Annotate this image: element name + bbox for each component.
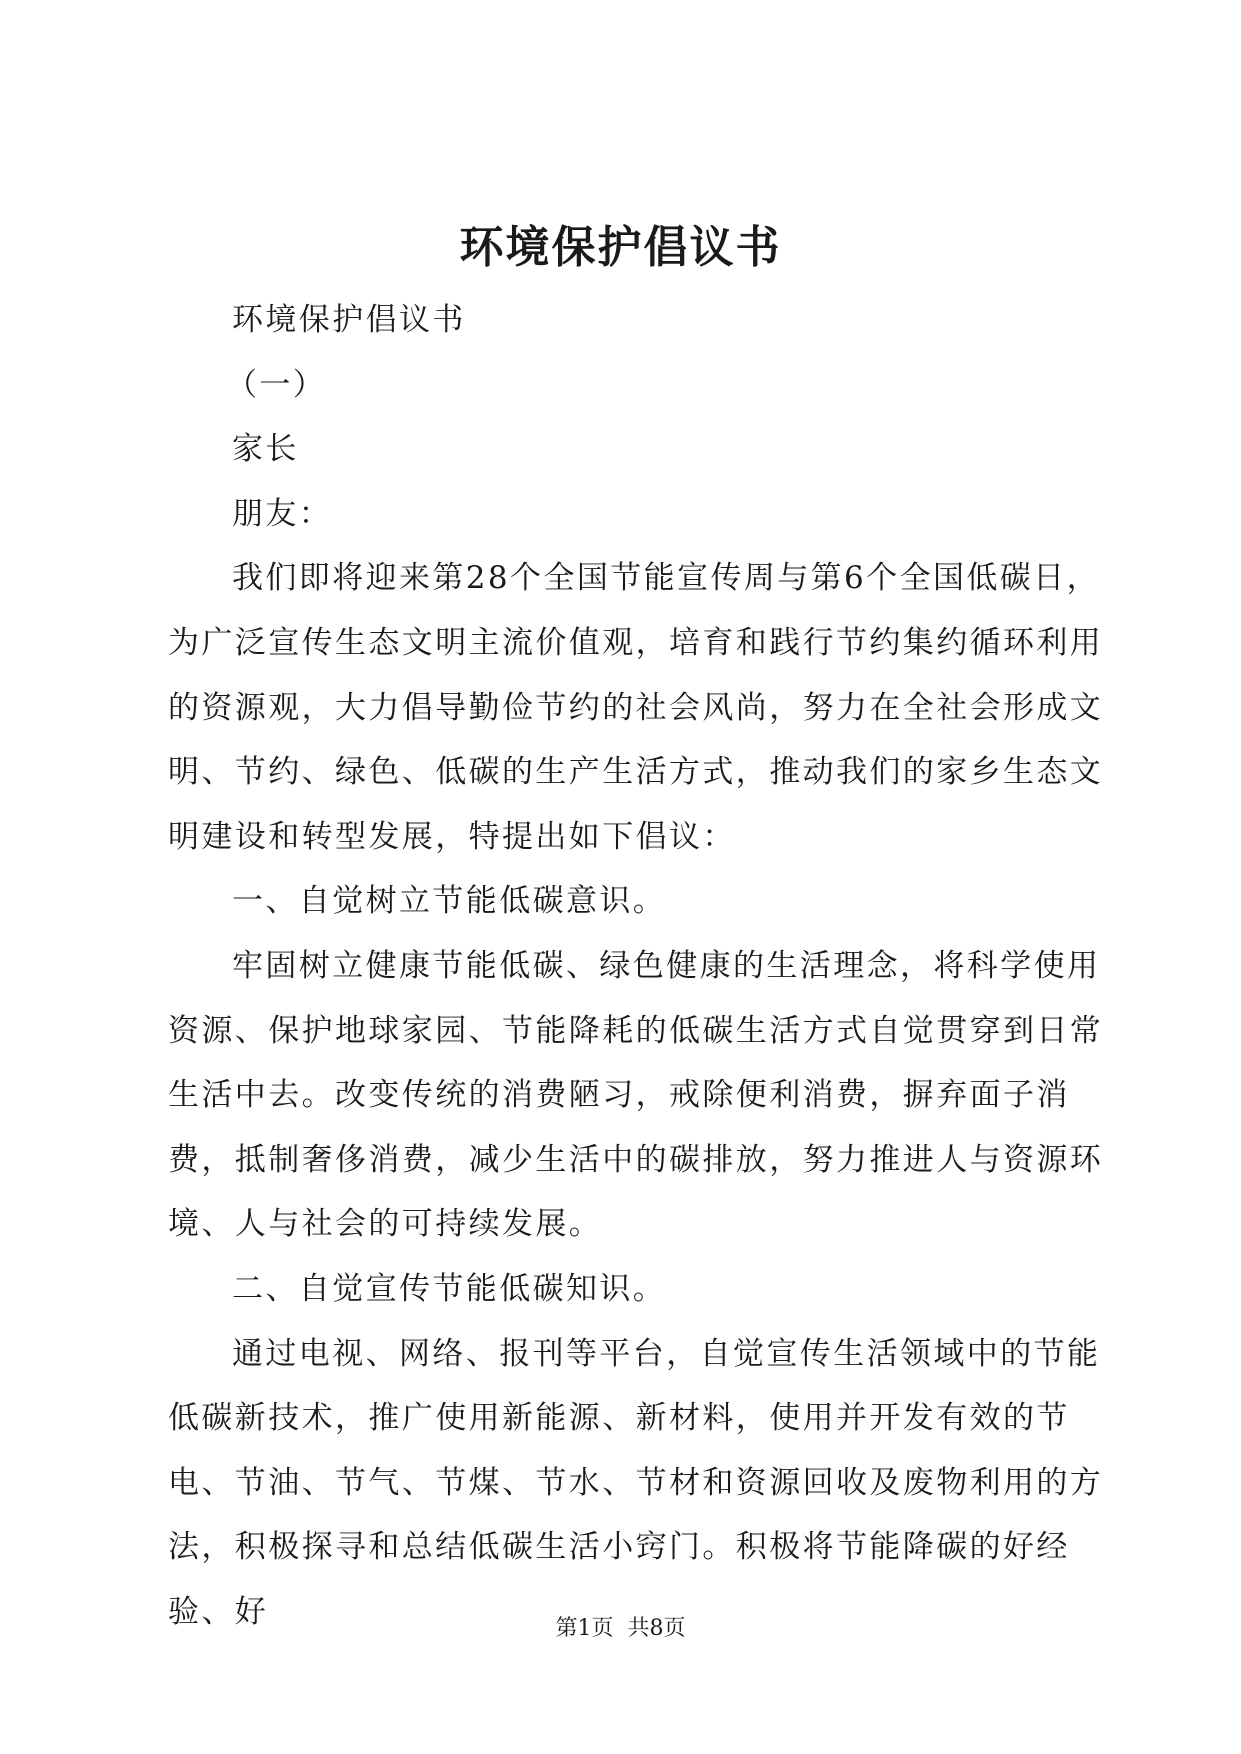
paragraph-intro: 我们即将迎来第28个全国节能宣传周与第6个全国低碳日，为广泛宣传生态文明主流价值观，培育和践行节约集约循环利用的资源观，大力倡导勤俭节约的社会风尚，努力在全社会形成文明、节约、绿色、低碳的生产生活方式，推动我们的家乡生态文明建设和转型发展，特提出如下倡议： xyxy=(168,560,1104,855)
paragraph-salutation-line2: 朋友： xyxy=(232,495,333,532)
page-footer xyxy=(0,1614,1241,1644)
paragraph-salutation-line1: 家长 xyxy=(232,431,299,468)
page-number: 第1页 xyxy=(555,1616,614,1641)
paragraph-heading: 环境保护倡议书 xyxy=(232,302,466,338)
paragraph-point-two-body: 通过电视、网络、报刊等平台，自觉宣传生活领域中的节能低碳新技术，推广使用新能源、新材料，使用并开发有效的节电、节油、节气、节煤、节水、节材和资源回收及废物利用的方法，积极探寻和总结低碳生活小窍门。积极将节能降碳的好经验、好 xyxy=(168,1335,1104,1630)
paragraph-point-one-heading: 一、自觉树立节能低碳意识。 xyxy=(232,883,667,920)
paragraph-point-two-heading: 二、自觉宣传节能低碳知识。 xyxy=(232,1270,667,1307)
document-title: 环境保护倡议书 xyxy=(459,222,782,273)
page-total: 共8页 xyxy=(627,1616,686,1641)
document-body xyxy=(168,288,1104,1644)
paragraph-point-one-body: 牢固树立健康节能低碳、绿色健康的生活理念，将科学使用资源、保护地球家园、节能降耗的低碳生活方式自觉贯穿到日常生活中去。改变传统的消费陋习，戒除便利消费，摒弃面子消费，抵制奢侈消费，减少生活中的碳排放，努力推进人与资源环境、人与社会的可持续发展。 xyxy=(168,947,1104,1243)
paragraph-section-number: （一） xyxy=(226,366,327,403)
